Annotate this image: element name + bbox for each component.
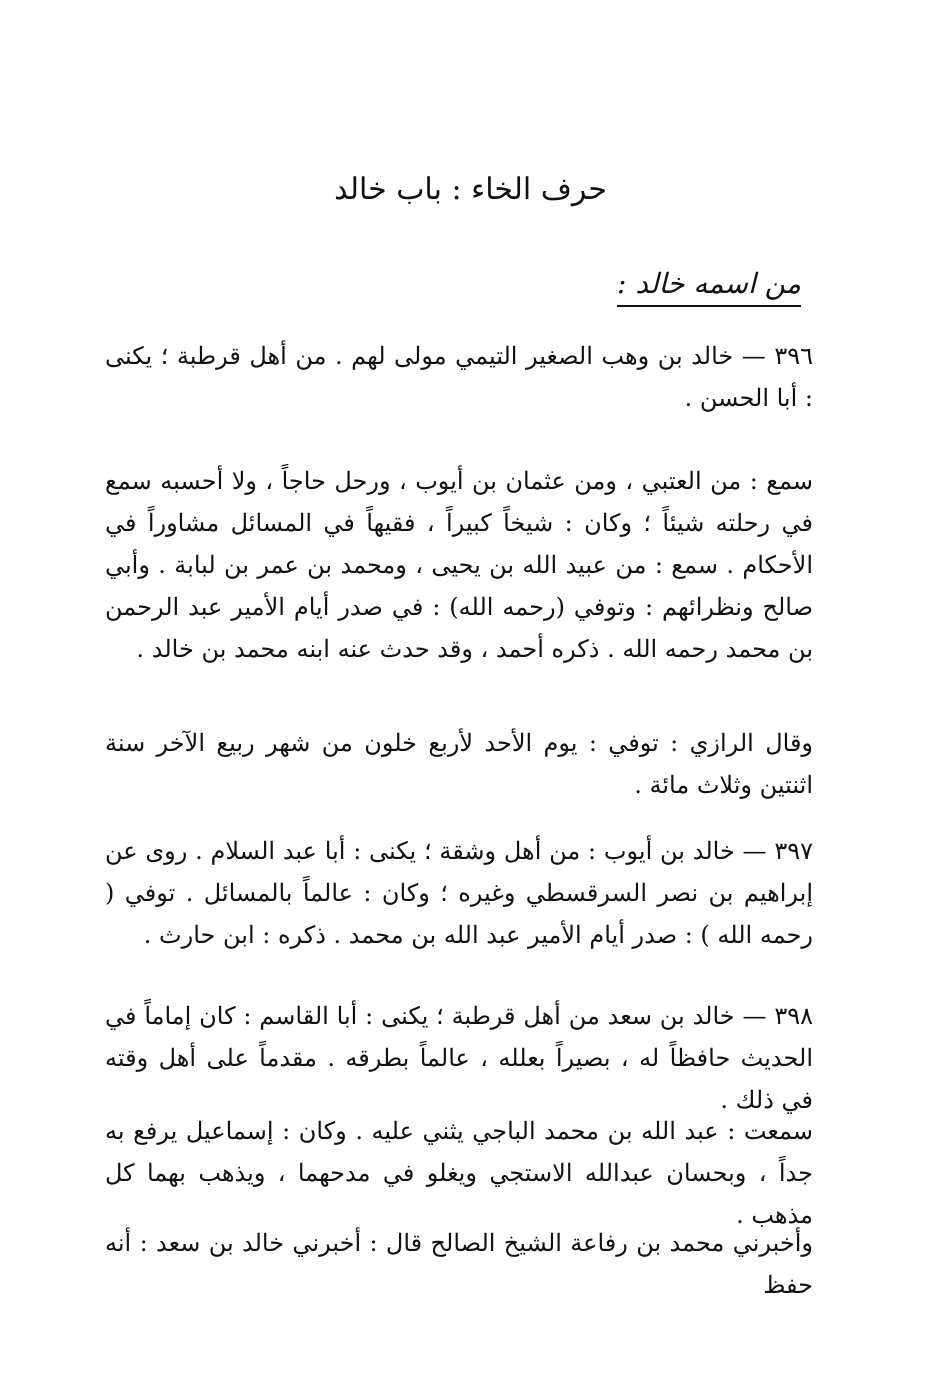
entry-396: ٣٩٦ — خالد بن وهب الصغير التيمي مولى لهم . من أهل قرطبة ؛ يكنى : أبا الحسن .: [105, 342, 813, 412]
section-subheading: من اسمه خالد :: [617, 265, 801, 307]
entry-396-body: سمع : من العتبي ، ومن عثمان بن أيوب ، ورحل حاجاً ، ولا أحسبه سمع في رحلته شيئاً ؛ وكان : شيخاً كبيراً ، فقيهاً في المسائل مشاوراً في الأحكام . سمع : من عبيد الله بن يحيى ، ومحمد بن عمر بن لبابة . وأبي صالح ونظرائهم : وتوفي (رحمه الله) : في صدر أيام الأمير عبد الرحمن بن محمد رحمه الله . ذكره أحمد ، وقد حدث عنه ابنه محمد بن خالد .: [105, 467, 813, 663]
page-heading: حرف الخاء : باب خالد: [334, 172, 607, 207]
entry-396-death-note: وقال الرازي : توفي : يوم الأحد لأربع خلون من شهر ربيع الآخر سنة اثنتين وثلاث مائة .: [105, 729, 813, 799]
entry-398: ٣٩٨ — خالد بن سعد من أهل قرطبة ؛ يكنى : أبا القاسم : كان إماماً في الحديث حافظاً له ، بصيراً بعلله ، عالماً بطرقه . مقدماً على أهل وقته في ذلك .: [105, 1002, 813, 1114]
entry-398-praise: سمعت : عبد الله بن محمد الباجي يثني عليه . وكان : إسماعيل يرفع به جداً ، وبحسان عبدالله الاستجي ويغلو في مدحهما ، ويذهب بهما كل مذهب .: [105, 1117, 813, 1229]
entry-398-report: وأخبرني محمد بن رفاعة الشيخ الصالح قال : أخبرني خالد بن سعد : أنه حفظ: [105, 1229, 813, 1299]
entry-397: ٣٩٧ — خالد بن أيوب : من أهل وشقة ؛ يكنى : أبا عبد السلام . روى عن إبراهيم بن نصر السرقسطي وغيره ؛ وكان : عالماً بالمسائل . توفي ( رحمه الله ) : صدر أيام الأمير عبد الله بن محمد . ذكره : ابن حارث .: [105, 837, 813, 949]
